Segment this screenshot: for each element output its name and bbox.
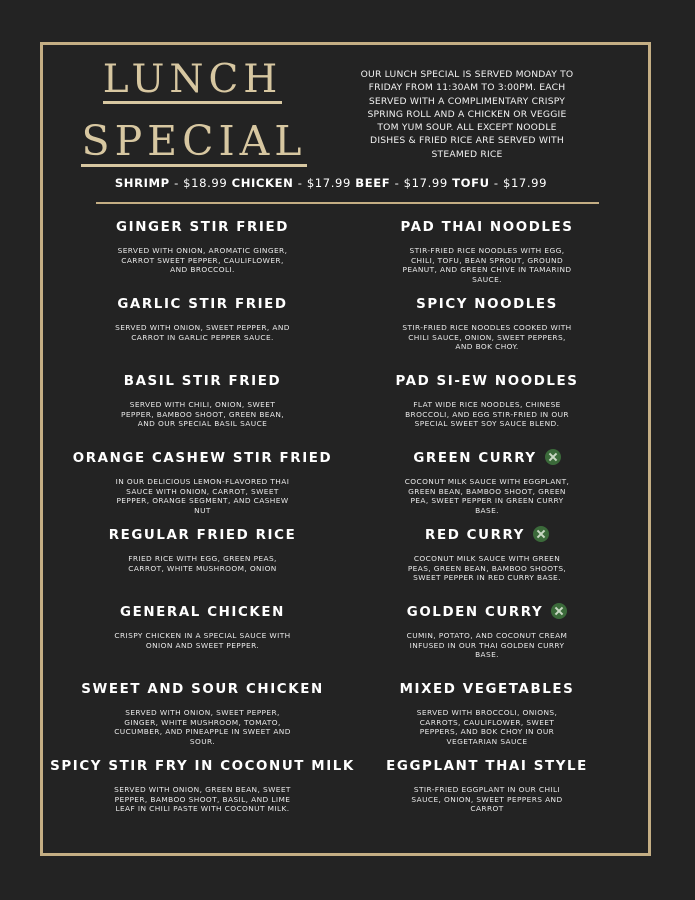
menu-item xyxy=(382,603,592,680)
menu-item-name-row xyxy=(382,526,592,546)
menu-item-description: IN OUR DELICIOUS LEMON-FLAVORED THAI SAUCE WITH ONION, CARROT, SWEET PEPPER, ORANGE SEGMENT, AND CASHEW NUT xyxy=(115,477,290,515)
menu-item-description: STIR-FRIED RICE NOODLES COOKED WITH CHILI SAUCE, ONION, SWEET PEPPERS, AND BOK CHOY. xyxy=(402,323,572,352)
menu-item xyxy=(382,526,592,603)
menu-item-description: SERVED WITH ONION, SWEET PEPPER, GINGER, WHITE MUSHROOM, TOMATO, CUCUMBER, AND PINEAPPLE IN SWEET AND SOUR. xyxy=(114,708,291,746)
gold-divider xyxy=(96,202,599,204)
menu-item xyxy=(382,757,592,834)
menu-item-name: BASIL STIR FRIED xyxy=(123,374,282,389)
price-tofu: TOFU - $17.99 xyxy=(452,176,548,190)
menu-item xyxy=(50,757,355,834)
menu-item xyxy=(50,680,355,757)
menu-item xyxy=(382,218,592,295)
menu-item-name: GREEN CURRY xyxy=(413,451,537,466)
menu-item-name-row xyxy=(382,449,592,469)
menu-item-name: GINGER STIR FRIED xyxy=(116,220,289,235)
menu-item-description: SERVED WITH ONION, GREEN BEAN, SWEET PEPPER, BAMBOO SHOOT, BASIL, AND LIME LEAF IN CHILI PASTE WITH COCONUT MILK. xyxy=(114,785,291,814)
spicy-badge-icon xyxy=(545,449,561,465)
menu-item-name: GOLDEN CURRY xyxy=(406,605,544,620)
menu-item-name: GARLIC STIR FRIED xyxy=(117,297,288,312)
price-chicken: CHICKEN - $17.99 xyxy=(231,176,351,190)
menu-item xyxy=(50,449,355,526)
spicy-badge-icon xyxy=(551,603,567,619)
menu-item-name: REGULAR FRIED RICE xyxy=(108,528,297,543)
menu-item xyxy=(50,526,355,603)
menu-item xyxy=(50,603,355,680)
menu-item-description: COCONUT MILK SAUCE WITH GREEN PEAS, GREEN BEAN, BAMBOO SHOOTS, SWEET PEPPER IN RED CURRY BASE. xyxy=(407,554,567,583)
menu-item xyxy=(382,295,592,372)
menu-item-name: ORANGE CASHEW STIR FRIED xyxy=(72,451,333,466)
spicy-badge-icon xyxy=(533,526,549,542)
price-list xyxy=(96,176,566,190)
lunch-intro-text: OUR LUNCH SPECIAL IS SERVED MONDAY TO FRIDAY FROM 11:30AM TO 3:00PM. EACH SERVED WITH A COMPLIMENTARY CRISPY SPRING ROLL AND A CHICKEN OR VEGGIE TOM YUM SOUP. ALL EXCEPT NOODLE DISHES & FRIED RICE ARE SERVED WITH STEAMED RICE xyxy=(360,69,574,160)
menu-item-name: GENERAL CHICKEN xyxy=(120,605,285,620)
menu-item xyxy=(50,372,355,449)
menu-column-left xyxy=(50,218,355,834)
menu-item-name: RED CURRY xyxy=(425,528,525,543)
menu-item-name: MIXED VEGETABLES xyxy=(399,682,575,697)
menu-item xyxy=(50,295,355,372)
menu-item-name: SPICY NOODLES xyxy=(416,297,558,312)
menu-title-line1: LUNCH xyxy=(102,57,283,102)
menu-item-description: SERVED WITH ONION, AROMATIC GINGER, CARROT SWEET PEPPER, CAULIFLOWER, AND BROCCOLI. xyxy=(117,246,288,275)
menu-item-name-row xyxy=(382,603,592,623)
menu-item-name: SPICY STIR FRY IN COCONUT MILK xyxy=(50,759,355,774)
menu-item xyxy=(382,680,592,757)
price-shrimp: SHRIMP - $18.99 xyxy=(114,176,228,190)
menu-item-name: PAD THAI NOODLES xyxy=(400,220,574,235)
menu-title-line2: SPECIAL xyxy=(81,117,307,165)
menu-item-description: CUMIN, POTATO, AND COCONUT CREAM INFUSED IN OUR THAI GOLDEN CURRY BASE. xyxy=(406,631,568,660)
menu-item-description: FRIED RICE WITH EGG, GREEN PEAS, CARROT, WHITE MUSHROOM, ONION xyxy=(128,554,277,573)
menu-item-name: EGGPLANT THAI STYLE xyxy=(386,759,588,774)
menu-item-description: SERVED WITH CHILI, ONION, SWEET PEPPER, BAMBOO SHOOT, GREEN BEAN, AND OUR SPECIAL BASIL SAUCE xyxy=(120,400,285,429)
menu-item xyxy=(50,218,355,295)
menu-item-name: SWEET AND SOUR CHICKEN xyxy=(81,682,324,697)
menu-item-description: SERVED WITH BROCCOLI, ONIONS, CARROTS, CAULIFLOWER, SWEET PEPPERS, AND BOK CHOY IN OUR VEGETARIAN SAUCE xyxy=(416,708,558,746)
menu-column-right xyxy=(382,218,592,834)
menu-item-description: FLAT WIDE RICE NOODLES, CHINESE BROCCOLI, AND EGG STIR-FRIED IN OUR SPECIAL SWEET SOY SAUCE BLEND. xyxy=(405,400,569,429)
menu-item-description: COCONUT MILK SAUCE WITH EGGPLANT, GREEN BEAN, BAMBOO SHOOT, GREEN PEA, SWEET PEPPER IN GREEN CURRY BASE. xyxy=(404,477,570,515)
menu-item xyxy=(382,372,592,449)
price-beef: BEEF - $17.99 xyxy=(355,176,448,190)
menu-item-description: STIR-FRIED EGGPLANT IN OUR CHILI SAUCE, ONION, SWEET PEPPERS AND CARROT xyxy=(411,785,563,814)
menu-item-name: PAD SI-EW NOODLES xyxy=(395,374,579,389)
menu-item-description: STIR-FRIED RICE NOODLES WITH EGG, CHILI, TOFU, BEAN SPROUT, GROUND PEANUT, AND GREEN CHIVE IN TAMARIND SAUCE. xyxy=(402,246,572,284)
menu-item-description: SERVED WITH ONION, SWEET PEPPER, AND CARROT IN GARLIC PEPPER SAUCE. xyxy=(115,323,290,342)
menu-item-description: CRISPY CHICKEN IN A SPECIAL SAUCE WITH ONION AND SWEET PEPPER. xyxy=(114,631,291,650)
menu-item xyxy=(382,449,592,526)
